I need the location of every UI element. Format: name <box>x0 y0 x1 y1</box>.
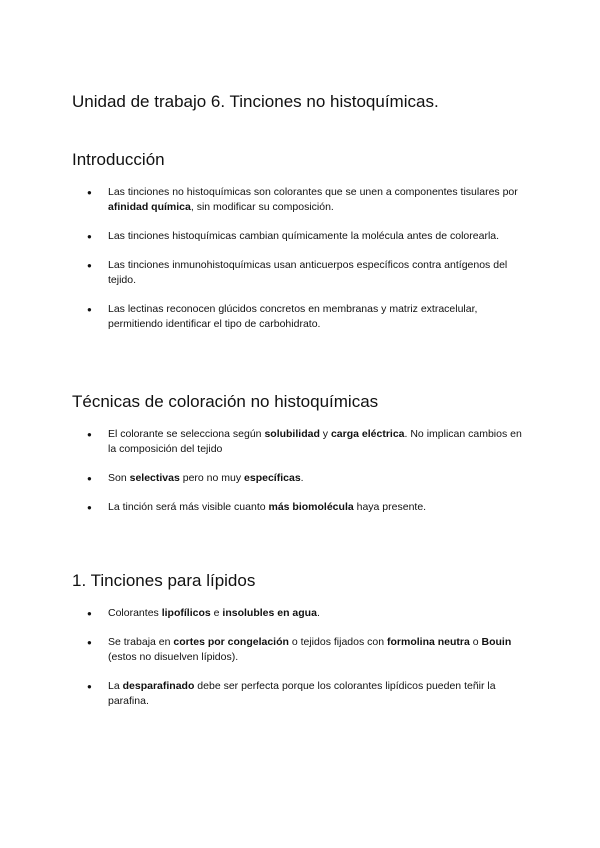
text-run: Las tinciones inmunohistoquímicas usan anticuerpos específicos contra antígenos del tejido. <box>108 259 508 286</box>
text-run: haya presente. <box>353 501 427 513</box>
bullet-item <box>72 185 532 215</box>
bold-text: más biomolécula <box>268 501 354 513</box>
text-run: debe ser perfecta porque los colorantes lipídicos pueden teñir la parafina. <box>108 680 496 707</box>
bullet-item <box>72 258 532 288</box>
text-run: Son <box>108 472 130 484</box>
bold-text: afinidad química <box>108 201 191 213</box>
bullet-item <box>72 427 532 457</box>
bold-text: específicas <box>244 472 301 484</box>
text-run: e <box>210 607 223 619</box>
bullet-item <box>72 606 532 621</box>
bullet-item <box>72 500 532 515</box>
bullet-item <box>72 229 532 244</box>
section-lipidos <box>72 571 532 723</box>
bold-text: lipofílicos <box>161 607 211 619</box>
section-heading: Técnicas de coloración no histoquímicas <box>72 392 379 411</box>
text-run: El colorante se selecciona según <box>108 428 265 440</box>
text-run: La <box>108 680 123 692</box>
bold-text: desparafinado <box>122 680 195 692</box>
bold-text: carga eléctrica <box>330 428 405 440</box>
text-run: o tejidos fijados con <box>288 636 387 648</box>
text-run: y <box>319 428 331 440</box>
bullet-item <box>72 635 532 665</box>
text-run: . <box>300 472 304 484</box>
bullet-item <box>72 471 532 486</box>
document-title: Unidad de trabajo 6. Tinciones no histoquímicas. <box>72 92 439 111</box>
text-run: Las tinciones no histoquímicas son colorantes que se unen a componentes tisulares por <box>108 186 518 198</box>
text-run: Colorantes <box>108 607 162 619</box>
section-heading: 1. Tinciones para lípidos <box>72 571 256 590</box>
text-run: La tinción será más visible cuanto <box>108 501 269 513</box>
text-run: , sin modificar su composición. <box>190 201 334 213</box>
text-run: . <box>316 607 320 619</box>
bullet-item <box>72 302 532 332</box>
bold-text: cortes por congelación <box>173 636 289 648</box>
bullet-list <box>72 427 532 515</box>
text-run: o <box>469 636 482 648</box>
text-run: Se trabaja en <box>108 636 174 648</box>
text-run: pero no muy <box>179 472 245 484</box>
bullet-list <box>72 185 532 332</box>
bold-text: formolina neutra <box>386 636 470 648</box>
bold-text: solubilidad <box>264 428 320 440</box>
text-run: Las tinciones histoquímicas cambian químicamente la molécula antes de colorearla. <box>108 230 500 242</box>
bold-text: selectivas <box>129 472 180 484</box>
section-tecnicas <box>72 392 532 529</box>
bullet-list <box>72 606 532 709</box>
bold-text: insolubles en agua <box>222 607 317 619</box>
section-heading: Introducción <box>72 150 165 169</box>
text-run: Las lectinas reconocen glúcidos concretos en membranas y matriz extracelular, permitiendo identificar el tipo de carbohidrato. <box>108 303 478 330</box>
section-introduccion <box>72 150 532 346</box>
text-run: . No implican cambios en la composición del tejido <box>108 428 522 455</box>
text-run: (estos no disuelven lípidos). <box>108 651 239 663</box>
bullet-item <box>72 679 532 709</box>
bold-text: Bouin <box>481 636 512 648</box>
